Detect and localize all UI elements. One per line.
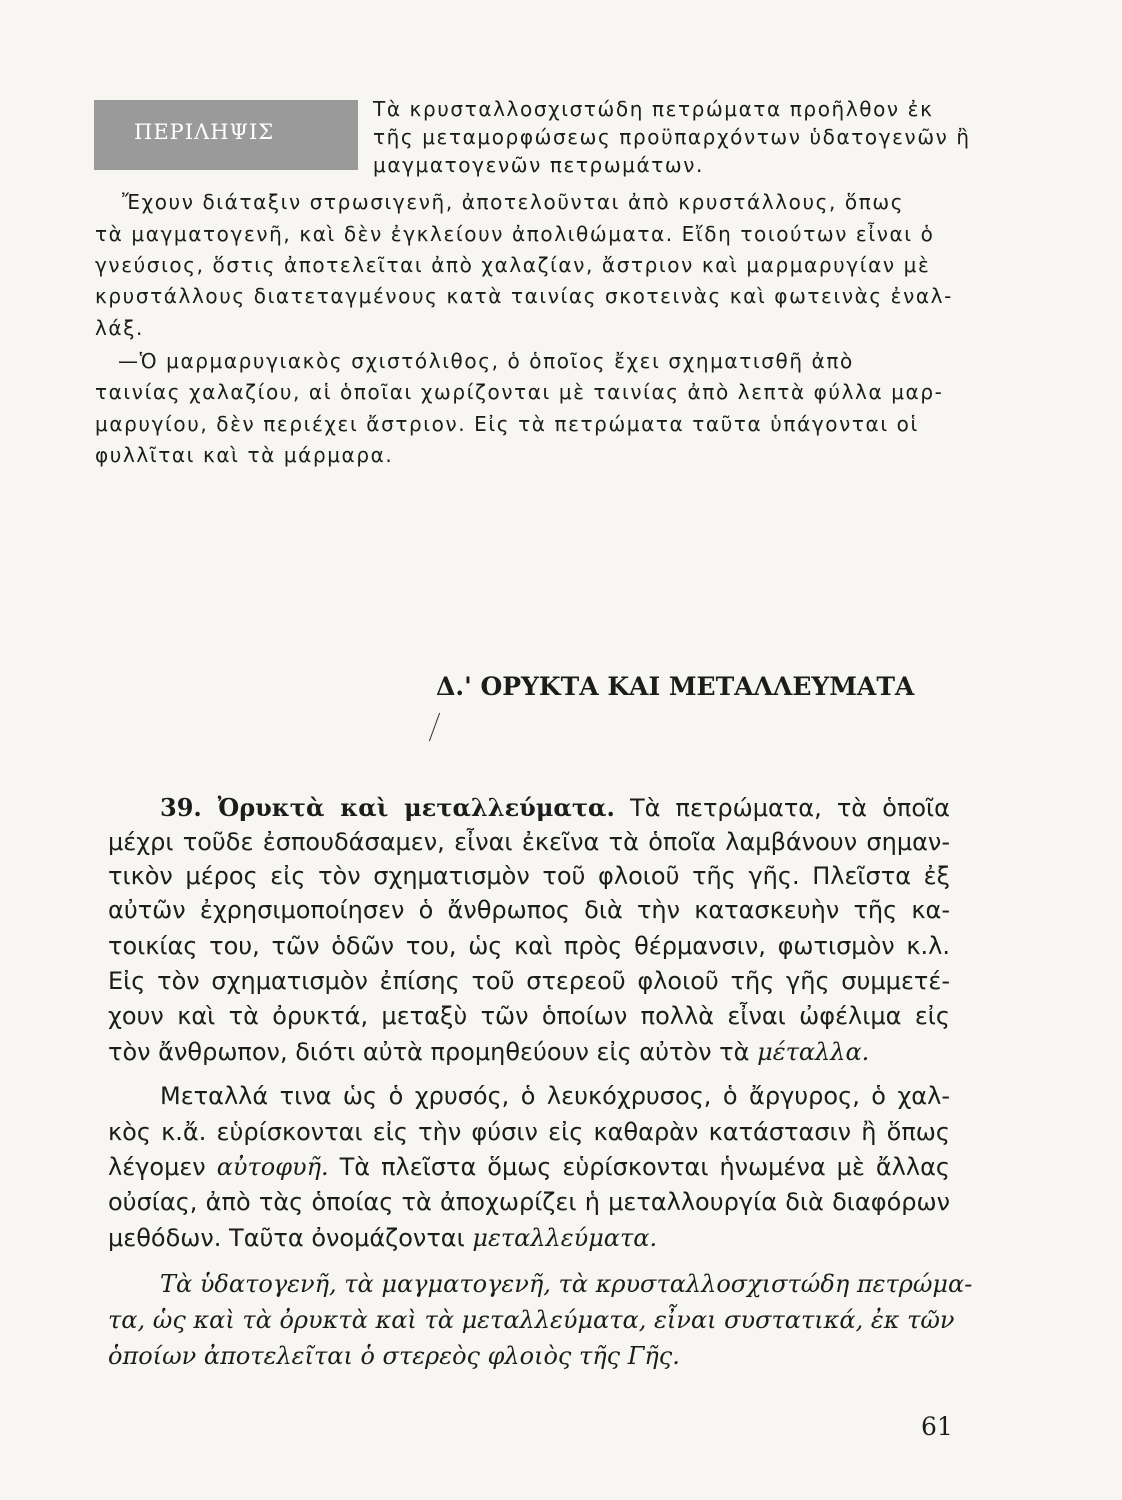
summary-line: ταινίας χαλαζίου, αἱ ὁποῖαι χωρίζονται μὲ ταινίας ἀπὸ λεπτὰ φύλλα μαρ- (95, 380, 944, 404)
metals-text: λέγομεν (108, 1153, 206, 1181)
summary-line: κρυστάλλους διατεταγμένους κατὰ ταινίας σκοτεινὰς καὶ φωτεινὰς ἐναλ- (95, 284, 953, 308)
summary-line: γνεύσιος, ὅστις ἀποτελεῖται ἀπὸ χαλαζίαν, ἄστριον καὶ μαρμαρυγίαν μὲ (95, 253, 931, 277)
metals-paragraph-line (108, 1226, 950, 1250)
metals-text: μεθόδων. Ταῦτα ὀνομάζονται (108, 1224, 465, 1252)
section-heading: Δ.' ΟΡΥΚΤΑ ΚΑΙ ΜΕΤΑΛΛΕΥΜΑΤΑ (436, 672, 915, 701)
summary-line: φυλλῖται καὶ τὰ μάρμαρα. (95, 443, 394, 467)
conclusion-line: ὁποίων ἀποτελεῖται ὁ στερεὸς φλοιὸς τῆς Γῆς. (108, 1342, 680, 1370)
summary-line: μαγματογενῶν πετρωμάτων. (373, 153, 704, 177)
paragraph-39-text: τὸν ἄνθρωπον, διότι αὐτὰ προμηθεύουν εἰς αὐτὸν τὰ (108, 1038, 750, 1066)
page-number: 61 (921, 1412, 953, 1441)
paragraph-39-line: Εἰς τὸν σχηματισμὸν ἐπίσης τοῦ στερεοῦ φλοιοῦ τῆς γῆς συμμετέ- (108, 967, 950, 995)
summary-label-box (94, 100, 358, 170)
summary-line: τὰ μαγματογενῆ, καὶ δὲν ἐγκλείουν ἀπολιθώματα. Εἴδη τοιούτων εἶναι ὁ (95, 222, 935, 246)
conclusion-line: Τὰ ὑδατογενῆ, τὰ μαγματογενῆ, τὰ κρυσταλλοσχιστώδη πετρώμα- (160, 1270, 973, 1298)
summary-line: Τὰ κρυσταλλοσχιστώδη πετρώματα προῆλθον ἐκ (373, 97, 934, 121)
summary-line: μαρυγίου, δὲν περιέχει ἄστριον. Εἰς τὰ πετρώματα ταῦτα ὑπάγονται οἱ (95, 412, 919, 436)
conclusion-line: τα, ὡς καὶ τὰ ὀρυκτὰ καὶ τὰ μεταλλεύματα, εἶναι συστατικά, ἐκ τῶν (108, 1306, 955, 1334)
summary-line: λάξ. (95, 316, 144, 340)
paragraph-39-line (108, 1040, 950, 1064)
summary-line: τῆς μεταμορφώσεως προϋπαρχόντων ὑδατογενῶν ἢ (373, 125, 971, 149)
paragraph-39-line: τοικίας του, τῶν ὁδῶν του, ὡς καὶ πρὸς θέρμανσιν, φωτισμὸν κ.λ. (108, 932, 950, 960)
pen-mark (429, 713, 440, 742)
summary-line: —Ὁ μαρμαρυγιακὸς σχιστόλιθος, ὁ ὁποῖος ἔχει σχηματισθῆ ἀπὸ (118, 349, 854, 373)
paragraph-39-line: αὐτῶν ἐχρησιμοποίησεν ὁ ἄνθρωπος διὰ τὴν κατασκευὴν τῆς κα- (108, 896, 950, 924)
metals-text: Τὰ πλεῖστα ὅμως εὑρίσκονται ἡνωμένα μὲ ἄλλας (339, 1153, 950, 1181)
paragraph-39-line: χουν καὶ τὰ ὀρυκτά, μεταξὺ τῶν ὁποίων πολλὰ εἶναι ὠφέλιμα εἰς (108, 1002, 950, 1030)
paragraph-39-title: 39. Ὀρυκτὰ καὶ μεταλλεύματα. (160, 793, 615, 822)
metals-italic: αὐτοφυῆ. (216, 1153, 329, 1181)
paragraph-39-line: μέχρι τοῦδε ἐσπουδάσαμεν, εἶναι ἐκεῖνα τὰ ὁποῖα λαμβάνουν σημαν- (108, 828, 950, 856)
paragraph-39-line (160, 793, 950, 822)
metals-paragraph-line: οὐσίας, ἀπὸ τὰς ὁποίας τὰ ἀποχωρίζει ἡ μεταλλουργία διὰ διαφόρων (108, 1188, 950, 1216)
paragraph-39-line: τικὸν μέρος εἰς τὸν σχηματισμὸν τοῦ φλοιοῦ τῆς γῆς. Πλεῖστα ἐξ (108, 862, 950, 890)
metals-paragraph-line (108, 1155, 950, 1179)
summary-line: Ἔχουν διάταξιν στρωσιγενῆ, ἀποτελοῦνται ἀπὸ κρυστάλλους, ὅπως (122, 190, 905, 214)
paragraph-39-text: Τὰ πετρώματα, τὰ ὁποῖα (629, 794, 950, 822)
metals-paragraph-line: κὸς κ.ἄ. εὑρίσκονται εἰς τὴν φύσιν εἰς καθαρὰν κατάστασιν ἢ ὅπως (108, 1118, 950, 1146)
summary-label: ΠΕΡΙΛΗΨΙΣ (134, 120, 275, 144)
metals-paragraph-line: Μεταλλά τινα ὡς ὁ χρυσός, ὁ λευκόχρυσος, ὁ ἄργυρος, ὁ χαλ- (160, 1082, 950, 1110)
metals-italic: μεταλλεύματα. (472, 1224, 658, 1252)
paragraph-39-italic: μέταλλα. (757, 1038, 870, 1066)
